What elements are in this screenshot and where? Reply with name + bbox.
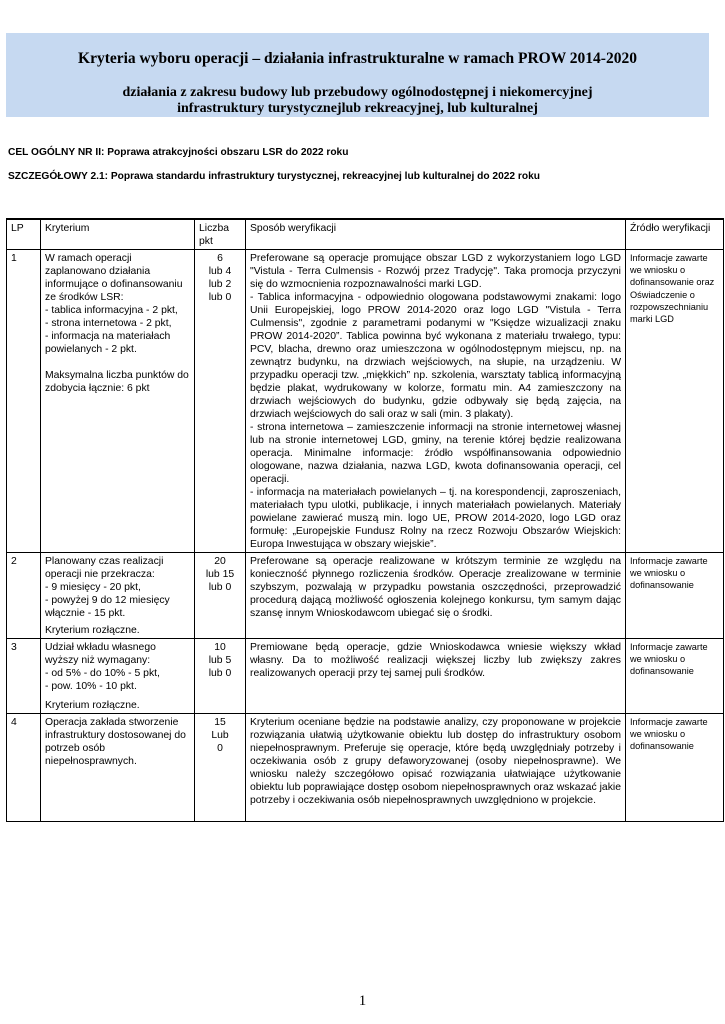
row-points xyxy=(195,553,246,639)
criterion-line: - tablica informacyjna - 2 pkt, xyxy=(45,305,178,316)
criterion-line: - pow. 10% - 10 pkt. xyxy=(45,681,137,692)
table-row xyxy=(7,639,724,714)
points-value: lub 0 xyxy=(208,582,232,593)
row-verification: Premiowane będą operacje, gdzie Wnioskodawca wniesie większy wkład własny. Da to możliwość realizacji większej liczby lub zwiększy zakres realizowanych operacji przy tej samej puli środków. xyxy=(246,639,626,714)
row-source: Informacje zawarte we wniosku o dofinansowanie xyxy=(626,553,724,639)
criterion-line: Planowany czas realizacji operacji nie przekracza: xyxy=(45,556,164,580)
row-source: Informacje zawarte we wniosku o dofinansowanie xyxy=(626,639,724,714)
criterion-line: - 9 miesięcy - 20 pkt, xyxy=(45,582,141,593)
row-points xyxy=(195,250,246,553)
document-title: Kryteria wyboru operacji – działania infrastrukturalne w ramach PROW 2014-2020 xyxy=(78,50,637,67)
verification-paragraph: - strona internetowa – zamieszczenie informacji na stronie internetowej własnej lub na stronie internetowej LGD, gminy, na terenie której będzie realizowana operacja. Minimalne informacje: źródło współfinansowania odpowiednio ologowane, nazwa działania, nazwa LGD, kwota dofinansowania operacji, cel operacji. xyxy=(250,422,621,485)
criterion-line: - od 5% - do 10% - 5 pkt, xyxy=(45,668,160,679)
points-value: lub 15 xyxy=(205,569,235,580)
points-value: lub 2 xyxy=(208,279,232,290)
document-subtitle xyxy=(6,85,709,117)
row-criterion xyxy=(41,639,195,714)
criterion-line: - informacja na materiałach powielanych - 2 pkt. xyxy=(45,331,171,355)
row-source: Informacje zawarte we wniosku o dofinansowanie xyxy=(626,714,724,822)
row-points xyxy=(195,714,246,822)
row-verification: Preferowane są operacje realizowane w krótszym terminie ze względu na konieczność płynnego rozliczenia środków. Operacje zrealizowane w terminie szybszym, pozwalają w przypadku powstania oszczędności, przeprowadzić procedurą dającą możliwość ogłoszenia kolejnego konkursu, tym samym dając szansę innym Wnioskodawcom ubiegać się o środki. xyxy=(246,553,626,639)
points-value: 10 xyxy=(214,642,226,653)
criterion-note: Kryterium rozłączne. xyxy=(45,700,140,711)
criteria-table xyxy=(6,218,724,822)
row-lp: 3 xyxy=(7,639,41,714)
general-goal: CEL OGÓLNY NR II: Poprawa atrakcyjności obszaru LSR do 2022 roku xyxy=(8,147,349,158)
verification-paragraph: Preferowane są operacje promujące obszar LGD z wykorzystaniem logo LGD "Vistula - Terra Culmensis - Rozwój przez Tradycję". Taka promocja przyczyni się do wzmocnienia rozpoznawalności marki LGD. xyxy=(250,253,621,290)
points-value: 20 xyxy=(214,556,226,567)
row-verification xyxy=(246,250,626,553)
header-source: Źródło weryfikacji xyxy=(626,219,724,250)
points-value: 6 xyxy=(217,253,223,264)
criterion-note: Kryterium rozłączne. xyxy=(45,625,140,636)
points-value: 15 xyxy=(214,717,226,728)
criterion-note: Maksymalna liczba punktów do zdobycia łącznie: 6 pkt xyxy=(45,370,189,394)
header-verification: Sposób weryfikacji xyxy=(246,219,626,250)
subtitle-line-2: infrastruktury turystycznejlub rekreacyjnej, lub kulturalnej xyxy=(177,101,538,116)
verification-paragraph: - Tablica informacyjna - odpowiednio ologowana podstawowymi znakami: logo Unii Europejskiej, logo PROW 2014-2020 oraz logo LGD "Vistula - Terra Culmensis", zgodnie z parametrami podanymi w "Księdze wizualizacji znaku PROW 2014-2020”. Tablica powinna być wykonana z materiału trwałego, typu: PCV, blacha, drewno oraz umieszczona w ogólnodostępnym miejscu, np. na zewnątrz budynku, na drzwiach wejściowych, na słupie, na urządzeniu. W przypadku operacji tzw. „miękkich” np. szkolenia, warsztaty tablicą informacyjną będzie plakat, wydrukowany w kolorze, formatu min. A4 zamieszczony na drzwiach wejściowych do budynku, gdzie odbywały się będą zajęcia, na drzwiach wejściowych do sali oraz w sali (min. 3 plakaty). xyxy=(250,292,621,420)
row-verification: Kryterium oceniane będzie na podstawie analizy, czy proponowane w projekcie rozwiązania ułatwią użytkowanie obiektu lub dostęp do infrastruktury osobom niepełnosprawnym. Preferuje się operacje, które będą uwzględniały potrzeby i oczekiwania osób z grupy defaworyzowanej (osoby niepełnosprawne). We wniosku należy szczegółowo opisać rozwiązania ułatwiające użytkowanie obiektu lub poprawiające dostęp osobom niepełnosprawnych oraz wskazać jakie potrzeby i oczekiwania osób niepełnosprawnych uwzględniono w projekcie. xyxy=(246,714,626,822)
row-lp: 4 xyxy=(7,714,41,822)
header-points: Liczba pkt xyxy=(195,219,246,250)
points-value: lub 0 xyxy=(208,668,232,679)
points-value: 0 xyxy=(217,743,223,754)
table-header-row xyxy=(7,219,724,250)
table-row xyxy=(7,250,724,553)
row-source: Informacje zawarte we wniosku o dofinansowanie oraz Oświadczenie o rozpowszechnianiu marki LGD xyxy=(626,250,724,553)
verification-paragraph: - informacja na materiałach powielanych – tj. na korespondencji, zaproszeniach, materiałach typu ulotki, publikacje, i innych materiałach powielanych. Materiały powielane zawierać muszą min. logo UE, PROW 2014-2020, logo LGD oraz formułę: „Europejskie Fundusz Rolny na rzecz Rozwoju Obszarów Wiejskich: Europa Inwestująca w obszary wiejskie”. xyxy=(250,487,621,550)
criterion-line: - powyżej 9 do 12 miesięcy włącznie - 15 pkt. xyxy=(45,595,170,619)
row-criterion xyxy=(41,250,195,553)
title-banner xyxy=(6,33,709,117)
table-row xyxy=(7,714,724,822)
row-lp: 2 xyxy=(7,553,41,639)
criterion-line: Udział wkładu własnego wyższy niż wymagany: xyxy=(45,642,156,666)
row-lp: 1 xyxy=(7,250,41,553)
row-criterion xyxy=(41,714,195,822)
row-points xyxy=(195,639,246,714)
points-value: lub 0 xyxy=(208,292,232,303)
criterion-line: W ramach operacji zaplanowano działania informujące o dofinansowaniu ze środków LSR: xyxy=(45,253,183,303)
table-row xyxy=(7,553,724,639)
page-number: 1 xyxy=(358,993,367,1009)
specific-goal: SZCZEGÓŁOWY 2.1: Poprawa standardu infrastruktury turystycznej, rekreacyjnej lub kulturalnej do 2022 roku xyxy=(8,171,540,182)
points-value: Lub xyxy=(211,730,229,741)
subtitle-line-1: działania z zakresu budowy lub przebudowy ogólnodostępnej i niekomercyjnej xyxy=(122,85,593,100)
header-criterion: Kryterium xyxy=(41,219,195,250)
header-lp: LP xyxy=(7,219,41,250)
points-value: lub 5 xyxy=(208,655,232,666)
points-value: lub 4 xyxy=(208,266,232,277)
criterion-line: Operacja zakłada stworzenie infrastruktury dostosowanej do potrzeb osób niepełnosprawnych. xyxy=(45,717,186,767)
criterion-line: - strona internetowa - 2 pkt, xyxy=(45,318,172,329)
row-criterion xyxy=(41,553,195,639)
